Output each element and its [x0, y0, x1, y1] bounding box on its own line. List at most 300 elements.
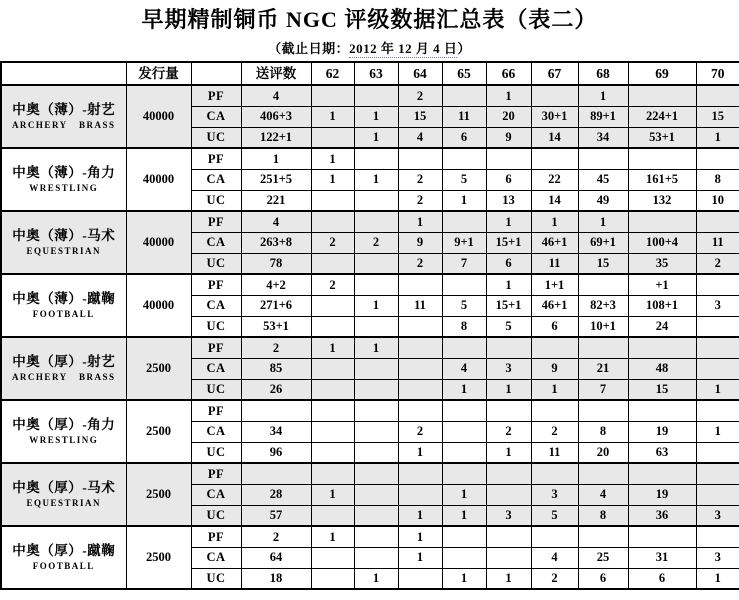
- strike-type-cell: UC: [191, 505, 241, 526]
- grade-count-cell: [398, 484, 442, 505]
- grade-count-cell: [354, 526, 398, 547]
- grade-count-cell: 15: [578, 253, 628, 274]
- issue-qty-cell: 40000: [126, 274, 191, 337]
- submitted-count-cell: 64: [241, 547, 311, 568]
- grade-count-cell: 3: [696, 547, 739, 568]
- grade-count-cell: 31: [628, 547, 696, 568]
- grade-count-cell: [398, 316, 442, 337]
- grade-count-cell: [578, 463, 628, 484]
- grade-count-cell: 82+3: [578, 295, 628, 316]
- grade-count-cell: 1: [442, 484, 486, 505]
- grade-count-cell: [354, 379, 398, 400]
- grade-count-cell: 22: [531, 169, 578, 190]
- grade-count-cell: 1: [398, 211, 442, 232]
- grade-count-cell: 8: [442, 316, 486, 337]
- grade-count-cell: 1: [354, 295, 398, 316]
- grade-count-cell: 36: [628, 505, 696, 526]
- grade-count-cell: 5: [442, 295, 486, 316]
- grade-count-cell: 2: [486, 421, 531, 442]
- grade-count-cell: [398, 148, 442, 169]
- grade-column-header: 62: [311, 62, 354, 85]
- grade-count-cell: 4: [531, 547, 578, 568]
- grade-count-cell: [398, 358, 442, 379]
- strike-type-cell: UC: [191, 127, 241, 148]
- issue-qty-cell: 40000: [126, 148, 191, 211]
- grade-count-cell: 1: [486, 442, 531, 463]
- grade-count-cell: 108+1: [628, 295, 696, 316]
- grade-count-cell: 15+1: [486, 295, 531, 316]
- grade-count-cell: 1: [311, 169, 354, 190]
- grade-column-header: 63: [354, 62, 398, 85]
- strike-type-cell: PF: [191, 463, 241, 484]
- submitted-count-cell: 2: [241, 337, 311, 358]
- report-date-prefix: （截止日期：: [268, 41, 350, 56]
- grade-count-cell: [696, 484, 739, 505]
- grade-count-cell: [696, 316, 739, 337]
- grade-count-cell: [442, 274, 486, 295]
- grade-count-cell: 19: [628, 421, 696, 442]
- grade-count-cell: 45: [578, 169, 628, 190]
- strike-type-cell: PF: [191, 526, 241, 547]
- grade-count-cell: 6: [578, 568, 628, 589]
- grade-count-cell: [696, 400, 739, 421]
- coin-name-cell: [1, 400, 126, 463]
- table-row: [1, 85, 739, 106]
- grade-count-cell: [442, 400, 486, 421]
- grade-count-cell: 9: [531, 358, 578, 379]
- coin-name-cn: 中奥（厚）-蹴鞠: [12, 543, 116, 558]
- strike-type-cell: PF: [191, 85, 241, 106]
- grade-count-cell: 2: [531, 568, 578, 589]
- issue-qty-cell: 2500: [126, 526, 191, 589]
- grade-count-cell: 2: [398, 421, 442, 442]
- grade-count-cell: [486, 400, 531, 421]
- grade-count-cell: 224+1: [628, 106, 696, 127]
- grade-count-cell: 1: [442, 379, 486, 400]
- submitted-count-cell: 26: [241, 379, 311, 400]
- grading-summary-table: [0, 61, 739, 590]
- grade-count-cell: [354, 421, 398, 442]
- grade-count-cell: [398, 274, 442, 295]
- grade-count-cell: 1: [486, 568, 531, 589]
- grade-count-cell: 1: [354, 337, 398, 358]
- submitted-count-cell: 85: [241, 358, 311, 379]
- grade-count-cell: 1: [311, 526, 354, 547]
- grade-count-cell: [354, 463, 398, 484]
- grade-count-cell: 35: [628, 253, 696, 274]
- grade-count-cell: [442, 547, 486, 568]
- grade-count-cell: [531, 526, 578, 547]
- grade-count-cell: [311, 400, 354, 421]
- grade-count-cell: [696, 85, 739, 106]
- grade-count-cell: [354, 547, 398, 568]
- grade-count-cell: 1: [311, 484, 354, 505]
- coin-name-en: FOOTBALL: [32, 561, 95, 571]
- strike-type-cell: PF: [191, 400, 241, 421]
- grade-count-cell: 1: [398, 442, 442, 463]
- submitted-count-cell: 18: [241, 568, 311, 589]
- grade-count-cell: [486, 526, 531, 547]
- submitted-count-cell: 4: [241, 85, 311, 106]
- grade-count-cell: [354, 505, 398, 526]
- strike-type-cell: CA: [191, 358, 241, 379]
- grade-count-cell: [628, 400, 696, 421]
- grade-count-cell: +1: [628, 274, 696, 295]
- grade-count-cell: [311, 568, 354, 589]
- grade-count-cell: [442, 526, 486, 547]
- grade-count-cell: [578, 274, 628, 295]
- strike-type-cell: UC: [191, 442, 241, 463]
- grade-count-cell: 48: [628, 358, 696, 379]
- submitted-count-cell: 1: [241, 148, 311, 169]
- grade-count-cell: 49: [578, 190, 628, 211]
- strike-type-cell: CA: [191, 169, 241, 190]
- grade-count-cell: 9+1: [442, 232, 486, 253]
- submitted-count-cell: 2: [241, 526, 311, 547]
- issue-qty-cell: 2500: [126, 463, 191, 526]
- grade-count-cell: [531, 337, 578, 358]
- grade-count-cell: 11: [531, 253, 578, 274]
- grade-count-cell: [311, 190, 354, 211]
- coin-name-cell: [1, 211, 126, 274]
- grade-count-cell: [311, 442, 354, 463]
- grade-count-cell: 5: [531, 505, 578, 526]
- strike-type-cell: UC: [191, 379, 241, 400]
- grade-count-cell: 9: [398, 232, 442, 253]
- grade-count-cell: [354, 400, 398, 421]
- grade-count-cell: 3: [486, 358, 531, 379]
- coin-name-cn: 中奥（薄）-射艺: [12, 102, 116, 117]
- grade-count-cell: 1: [696, 127, 739, 148]
- grade-count-cell: [531, 148, 578, 169]
- grade-count-cell: 1: [531, 211, 578, 232]
- grade-column-header: 65: [442, 62, 486, 85]
- grade-count-cell: 24: [628, 316, 696, 337]
- grade-count-cell: 63: [628, 442, 696, 463]
- grade-count-cell: 1: [354, 106, 398, 127]
- page-title: 早期精制铜币 NGC 评级数据汇总表（表二）: [141, 7, 598, 32]
- grade-count-cell: 100+4: [628, 232, 696, 253]
- grade-count-cell: 6: [531, 316, 578, 337]
- grade-count-cell: [354, 211, 398, 232]
- report-date-line: [0, 38, 739, 57]
- coin-name-cn: 中奥（厚）-马术: [12, 480, 116, 495]
- submitted-count-cell: [241, 400, 311, 421]
- grade-column-header: 70: [696, 62, 739, 85]
- grade-count-cell: [696, 148, 739, 169]
- grade-count-cell: [311, 253, 354, 274]
- strike-type-cell: UC: [191, 190, 241, 211]
- grade-count-cell: [628, 337, 696, 358]
- grade-count-cell: 15: [696, 106, 739, 127]
- grade-count-cell: 2: [696, 253, 739, 274]
- strike-type-cell: UC: [191, 568, 241, 589]
- submitted-count-cell: 57: [241, 505, 311, 526]
- strike-type-cell: CA: [191, 106, 241, 127]
- grade-count-cell: 3: [531, 484, 578, 505]
- grade-count-cell: [531, 400, 578, 421]
- coin-name-cell: [1, 148, 126, 211]
- submitted-count-cell: 4+2: [241, 274, 311, 295]
- grade-column-header: 68: [578, 62, 628, 85]
- grade-count-cell: 30+1: [531, 106, 578, 127]
- grade-count-cell: 7: [578, 379, 628, 400]
- grade-count-cell: 3: [486, 505, 531, 526]
- grade-count-cell: [354, 484, 398, 505]
- grade-count-cell: 2: [311, 232, 354, 253]
- grade-count-cell: 1: [696, 568, 739, 589]
- report-date-suffix: ）: [457, 41, 471, 56]
- strike-type-cell: PF: [191, 148, 241, 169]
- strike-type-cell: UC: [191, 316, 241, 337]
- grade-count-cell: 11: [696, 232, 739, 253]
- grade-count-cell: 2: [354, 232, 398, 253]
- coin-name-cell: [1, 463, 126, 526]
- submitted-count-cell: 53+1: [241, 316, 311, 337]
- grade-count-cell: 2: [398, 85, 442, 106]
- grade-count-cell: [696, 274, 739, 295]
- grade-count-cell: 15: [398, 106, 442, 127]
- grade-count-cell: 11: [442, 106, 486, 127]
- grade-count-cell: [628, 463, 696, 484]
- grade-count-cell: [696, 442, 739, 463]
- grade-count-cell: 1: [354, 169, 398, 190]
- table-row: [1, 148, 739, 169]
- grade-count-cell: [354, 148, 398, 169]
- grade-count-cell: 6: [442, 127, 486, 148]
- grade-count-cell: [578, 526, 628, 547]
- strike-type-cell: PF: [191, 211, 241, 232]
- grade-count-cell: 11: [531, 442, 578, 463]
- grade-count-cell: 1: [696, 379, 739, 400]
- strike-type-cell: CA: [191, 421, 241, 442]
- grade-count-cell: 14: [531, 127, 578, 148]
- grade-count-cell: [311, 505, 354, 526]
- grade-count-cell: 25: [578, 547, 628, 568]
- grade-count-cell: 4: [442, 358, 486, 379]
- issue-qty-cell: 2500: [126, 400, 191, 463]
- grade-count-cell: 14: [531, 190, 578, 211]
- grade-count-cell: 9: [486, 127, 531, 148]
- grade-count-cell: [311, 211, 354, 232]
- grade-count-cell: [696, 463, 739, 484]
- strike-type-cell: UC: [191, 253, 241, 274]
- grade-count-cell: [354, 253, 398, 274]
- grade-count-cell: 10+1: [578, 316, 628, 337]
- submitted-count-cell: 263+8: [241, 232, 311, 253]
- submitted-count-cell: 28: [241, 484, 311, 505]
- grade-count-cell: 69+1: [578, 232, 628, 253]
- coin-name-cell: [1, 337, 126, 400]
- grade-count-cell: [442, 337, 486, 358]
- grade-count-cell: 1: [354, 568, 398, 589]
- grade-count-cell: [311, 547, 354, 568]
- grade-count-cell: [531, 85, 578, 106]
- grade-count-cell: 2: [398, 190, 442, 211]
- grade-count-cell: [442, 148, 486, 169]
- grade-count-cell: [696, 337, 739, 358]
- strike-type-cell: CA: [191, 484, 241, 505]
- grade-count-cell: [398, 400, 442, 421]
- grade-count-cell: 6: [486, 253, 531, 274]
- table-row: [1, 274, 739, 295]
- grade-count-cell: 46+1: [531, 232, 578, 253]
- grade-count-cell: 1+1: [531, 274, 578, 295]
- strike-type-cell: CA: [191, 295, 241, 316]
- grade-count-cell: 15+1: [486, 232, 531, 253]
- grade-column-header: 64: [398, 62, 442, 85]
- grade-count-cell: 1: [442, 505, 486, 526]
- grade-count-cell: 1: [578, 211, 628, 232]
- grade-count-cell: 1: [531, 379, 578, 400]
- grade-count-cell: [442, 211, 486, 232]
- grade-count-cell: [442, 463, 486, 484]
- grade-count-cell: 15: [628, 379, 696, 400]
- coin-name-cell: [1, 274, 126, 337]
- grade-count-cell: 11: [398, 295, 442, 316]
- grade-count-cell: 3: [696, 505, 739, 526]
- grade-column-header: 67: [531, 62, 578, 85]
- grade-count-cell: [486, 337, 531, 358]
- grade-count-cell: 5: [442, 169, 486, 190]
- submitted-count-cell: 78: [241, 253, 311, 274]
- grade-count-cell: 8: [578, 505, 628, 526]
- grade-count-cell: 1: [486, 85, 531, 106]
- grade-count-cell: [354, 316, 398, 337]
- coin-name-cell: [1, 85, 126, 148]
- grade-count-cell: 2: [398, 253, 442, 274]
- grade-count-cell: [311, 421, 354, 442]
- table-row: [1, 463, 739, 484]
- grade-count-cell: [354, 274, 398, 295]
- issue-qty-cell: 40000: [126, 85, 191, 148]
- grade-count-cell: 2: [311, 274, 354, 295]
- grade-count-cell: [486, 484, 531, 505]
- grade-count-cell: [578, 148, 628, 169]
- grade-count-cell: 1: [311, 106, 354, 127]
- grade-count-cell: [442, 442, 486, 463]
- coin-name-cn: 中奥（厚）-角力: [12, 417, 116, 432]
- grade-count-cell: [531, 463, 578, 484]
- grade-count-cell: 1: [486, 379, 531, 400]
- grade-count-cell: 3: [696, 295, 739, 316]
- grade-count-cell: [696, 211, 739, 232]
- grade-count-cell: [442, 85, 486, 106]
- grade-count-cell: [354, 85, 398, 106]
- grade-count-cell: [398, 463, 442, 484]
- coin-name-en: FOOTBALL: [32, 309, 95, 319]
- coin-name-en: WRESTLING: [29, 183, 99, 193]
- grade-count-cell: [398, 337, 442, 358]
- submitted-count-cell: [241, 463, 311, 484]
- coin-name-cn: 中奥（薄）-蹴鞠: [12, 291, 116, 306]
- grade-count-cell: 89+1: [578, 106, 628, 127]
- coin-name-en: EQUESTRIAN: [26, 498, 101, 508]
- grade-count-cell: [311, 358, 354, 379]
- grade-count-cell: 1: [578, 85, 628, 106]
- grade-count-cell: [628, 148, 696, 169]
- column-header-type-blank: [191, 62, 241, 85]
- submitted-count-cell: 251+5: [241, 169, 311, 190]
- grade-count-cell: [628, 526, 696, 547]
- strike-type-cell: PF: [191, 274, 241, 295]
- grade-count-cell: [311, 379, 354, 400]
- grade-count-cell: [311, 85, 354, 106]
- grade-column-header: 69: [628, 62, 696, 85]
- issue-qty-cell: 2500: [126, 337, 191, 400]
- grade-count-cell: [354, 358, 398, 379]
- grade-count-cell: 1: [311, 148, 354, 169]
- grade-count-cell: 1: [398, 547, 442, 568]
- grade-count-cell: 46+1: [531, 295, 578, 316]
- strike-type-cell: CA: [191, 547, 241, 568]
- grade-count-cell: [696, 526, 739, 547]
- table-row: [1, 400, 739, 421]
- grade-count-cell: [311, 127, 354, 148]
- column-header-issue: 发行量: [126, 62, 191, 85]
- table-row: [1, 526, 739, 547]
- issue-qty-cell: 40000: [126, 211, 191, 274]
- grade-count-cell: [311, 295, 354, 316]
- grade-count-cell: [311, 463, 354, 484]
- column-header-submitted: 送评数: [241, 62, 311, 85]
- grade-count-cell: 1: [442, 568, 486, 589]
- grade-count-cell: [398, 568, 442, 589]
- coin-name-cell: [1, 526, 126, 589]
- grade-count-cell: [696, 358, 739, 379]
- coin-name-en: EQUESTRIAN: [26, 246, 101, 256]
- grade-count-cell: 8: [696, 169, 739, 190]
- submitted-count-cell: 96: [241, 442, 311, 463]
- coin-name-en: ARCHERY BRASS: [11, 120, 116, 130]
- grade-count-cell: 6: [628, 568, 696, 589]
- submitted-count-cell: 34: [241, 421, 311, 442]
- grade-count-cell: 1: [398, 526, 442, 547]
- coin-name-cn: 中奥（薄）-马术: [12, 228, 116, 243]
- strike-type-cell: PF: [191, 337, 241, 358]
- grade-count-cell: 53+1: [628, 127, 696, 148]
- coin-name-en: WRESTLING: [29, 435, 99, 445]
- grade-count-cell: 161+5: [628, 169, 696, 190]
- grade-count-cell: 1: [442, 190, 486, 211]
- grade-count-cell: 21: [578, 358, 628, 379]
- grade-count-cell: [628, 85, 696, 106]
- submitted-count-cell: 122+1: [241, 127, 311, 148]
- grade-column-header: 66: [486, 62, 531, 85]
- grade-count-cell: [486, 463, 531, 484]
- grade-count-cell: [354, 190, 398, 211]
- grade-count-cell: 20: [578, 442, 628, 463]
- grade-count-cell: [398, 379, 442, 400]
- strike-type-cell: CA: [191, 232, 241, 253]
- grade-count-cell: 13: [486, 190, 531, 211]
- submitted-count-cell: 406+3: [241, 106, 311, 127]
- grade-count-cell: 1: [486, 274, 531, 295]
- submitted-count-cell: 271+6: [241, 295, 311, 316]
- grade-count-cell: 132: [628, 190, 696, 211]
- grade-count-cell: 2: [398, 169, 442, 190]
- corner-blank-cell: [1, 62, 126, 85]
- grade-count-cell: [578, 337, 628, 358]
- header-row: [1, 62, 739, 85]
- submitted-count-cell: 4: [241, 211, 311, 232]
- grade-count-cell: 1: [311, 337, 354, 358]
- grade-count-cell: 1: [354, 127, 398, 148]
- table-row: [1, 337, 739, 358]
- report-date: 2012 年 12 月 4 日: [349, 41, 458, 56]
- table-row: [1, 211, 739, 232]
- grade-count-cell: 4: [578, 484, 628, 505]
